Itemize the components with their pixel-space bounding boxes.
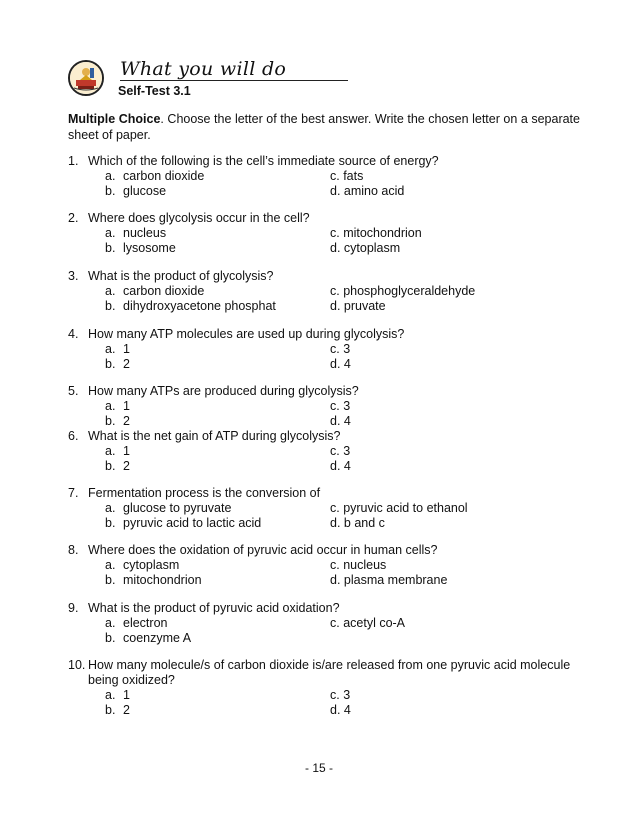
option-text: 2	[123, 703, 130, 717]
section-header	[68, 58, 368, 100]
answer-option	[105, 184, 166, 199]
option-text: d. pruvate	[330, 299, 386, 313]
page-number: - 15 -	[304, 761, 333, 775]
option-letter: a.	[105, 688, 116, 702]
question-text: Where does glycolysis occur in the cell?	[88, 211, 310, 225]
question-text: What is the net gain of ATP during glycolysis?	[88, 429, 341, 443]
answer-option	[105, 299, 276, 314]
option-letter: b.	[105, 241, 116, 255]
option-letter: b.	[105, 184, 116, 198]
answer-option	[330, 444, 350, 459]
answer-option	[105, 169, 204, 184]
question-number: 3.	[68, 269, 79, 283]
option-text: carbon dioxide	[123, 169, 205, 183]
answer-option	[330, 399, 350, 414]
answer-option	[330, 688, 350, 703]
answer-option	[105, 226, 166, 241]
option-text: 2	[123, 357, 130, 371]
option-text: d. 4	[330, 414, 351, 428]
section-title: What you will do	[120, 58, 287, 80]
title-underline	[120, 80, 348, 81]
option-text: dihydroxyacetone phosphat	[123, 299, 276, 313]
option-text: mitochondrion	[123, 573, 202, 587]
option-text: 1	[123, 342, 130, 356]
option-text: carbon dioxide	[123, 284, 205, 298]
option-text: coenzyme A	[123, 631, 192, 645]
option-text: c. 3	[330, 399, 351, 413]
question-text: Which of the following is the cell’s immediate source of energy?	[88, 154, 439, 168]
option-text: nucleus	[123, 226, 167, 240]
answer-option	[330, 299, 386, 314]
option-text: d. cytoplasm	[330, 241, 401, 255]
option-text: d. 4	[330, 703, 351, 717]
answer-option	[330, 516, 385, 531]
option-text: glucose to pyruvate	[123, 501, 232, 515]
answer-option	[330, 616, 405, 631]
study-logo-icon	[68, 60, 104, 96]
answer-option	[330, 226, 422, 241]
question-text: How many ATP molecules are used up during glycolysis?	[88, 327, 405, 341]
option-letter: a.	[105, 501, 116, 515]
answer-option	[330, 241, 400, 256]
option-text: c. 3	[330, 688, 351, 702]
answer-option	[330, 558, 386, 573]
answer-option	[105, 414, 130, 429]
question-text: Fermentation process is the conversion of	[88, 486, 321, 500]
option-text: pyruvic acid to lactic acid	[123, 516, 262, 530]
answer-option	[330, 357, 351, 372]
answer-option	[105, 616, 167, 631]
option-letter: b.	[105, 459, 116, 473]
option-text: c. mitochondrion	[330, 226, 422, 240]
question-number: 8.	[68, 543, 79, 557]
option-letter: a.	[105, 284, 116, 298]
option-text: c. nucleus	[330, 558, 387, 572]
option-text: 1	[123, 444, 130, 458]
answer-option	[105, 501, 231, 516]
option-text: electron	[123, 616, 168, 630]
option-text: 2	[123, 414, 130, 428]
option-letter: b.	[105, 631, 116, 645]
answer-option	[330, 459, 351, 474]
option-letter: b.	[105, 414, 116, 428]
question-number: 10.	[68, 658, 86, 672]
option-text: c. phosphoglyceraldehyde	[330, 284, 476, 298]
answer-option	[105, 284, 204, 299]
option-letter: a.	[105, 444, 116, 458]
question-number: 6.	[68, 429, 79, 443]
option-letter: b.	[105, 516, 116, 530]
question-text: How many ATPs are produced during glycolysis?	[88, 384, 359, 398]
question-number: 4.	[68, 327, 79, 341]
question-number: 5.	[68, 384, 79, 398]
option-letter: a.	[105, 342, 116, 356]
option-text: d. b and c	[330, 516, 385, 530]
option-text: c. 3	[330, 342, 351, 356]
instructions	[68, 111, 580, 143]
answer-option	[105, 703, 130, 718]
answer-option	[105, 688, 130, 703]
answer-option	[105, 342, 130, 357]
option-text: d. amino acid	[330, 184, 405, 198]
option-letter: b.	[105, 573, 116, 587]
question-number: 7.	[68, 486, 79, 500]
answer-option	[330, 573, 447, 588]
answer-option	[330, 342, 350, 357]
option-letter: a.	[105, 169, 116, 183]
answer-option	[330, 703, 351, 718]
answer-option	[105, 444, 130, 459]
answer-option	[105, 516, 261, 531]
answer-option	[330, 284, 475, 299]
answer-option	[330, 169, 363, 184]
answer-option	[105, 573, 202, 588]
option-text: lysosome	[123, 241, 176, 255]
question-text: How many molecule/s of carbon dioxide is/are released from one pyruvic acid molecule being oxidized?	[88, 658, 571, 687]
option-text: cytoplasm	[123, 558, 180, 572]
answer-option	[105, 459, 130, 474]
answer-option	[330, 184, 404, 199]
option-text: glucose	[123, 184, 167, 198]
option-text: d. 4	[330, 357, 351, 371]
option-text: d. 4	[330, 459, 351, 473]
option-letter: a.	[105, 399, 116, 413]
question-text: What is the product of glycolysis?	[88, 269, 274, 283]
option-text: c. pyruvic acid to ethanol	[330, 501, 468, 515]
answer-option	[330, 501, 468, 516]
question-number: 1.	[68, 154, 79, 168]
option-text: 2	[123, 459, 130, 473]
option-letter: a.	[105, 616, 116, 630]
option-letter: b.	[105, 299, 116, 313]
instructions-text: . Choose the letter of the best answer. Write the chosen letter on a separate sheet of paper.	[68, 112, 580, 142]
question-text: Where does the oxidation of pyruvic acid occur in human cells?	[88, 543, 438, 557]
self-test-label: Self-Test 3.1	[118, 84, 191, 98]
option-letter: a.	[105, 226, 116, 240]
option-text: d. plasma membrane	[330, 573, 448, 587]
answer-option	[330, 414, 351, 429]
answer-option	[105, 558, 179, 573]
answer-option	[105, 357, 130, 372]
option-text: 1	[123, 399, 130, 413]
option-text: c. fats	[330, 169, 364, 183]
instructions-lead: Multiple Choice	[68, 112, 161, 126]
option-letter: b.	[105, 357, 116, 371]
question-number: 2.	[68, 211, 79, 225]
option-letter: b.	[105, 703, 116, 717]
answer-option	[105, 399, 130, 414]
option-letter: a.	[105, 558, 116, 572]
question-text: What is the product of pyruvic acid oxidation?	[88, 601, 340, 615]
answer-option	[105, 631, 191, 646]
option-text: c. acetyl co-A	[330, 616, 406, 630]
question-number: 9.	[68, 601, 79, 615]
option-text: c. 3	[330, 444, 351, 458]
answer-option	[105, 241, 176, 256]
option-text: 1	[123, 688, 130, 702]
